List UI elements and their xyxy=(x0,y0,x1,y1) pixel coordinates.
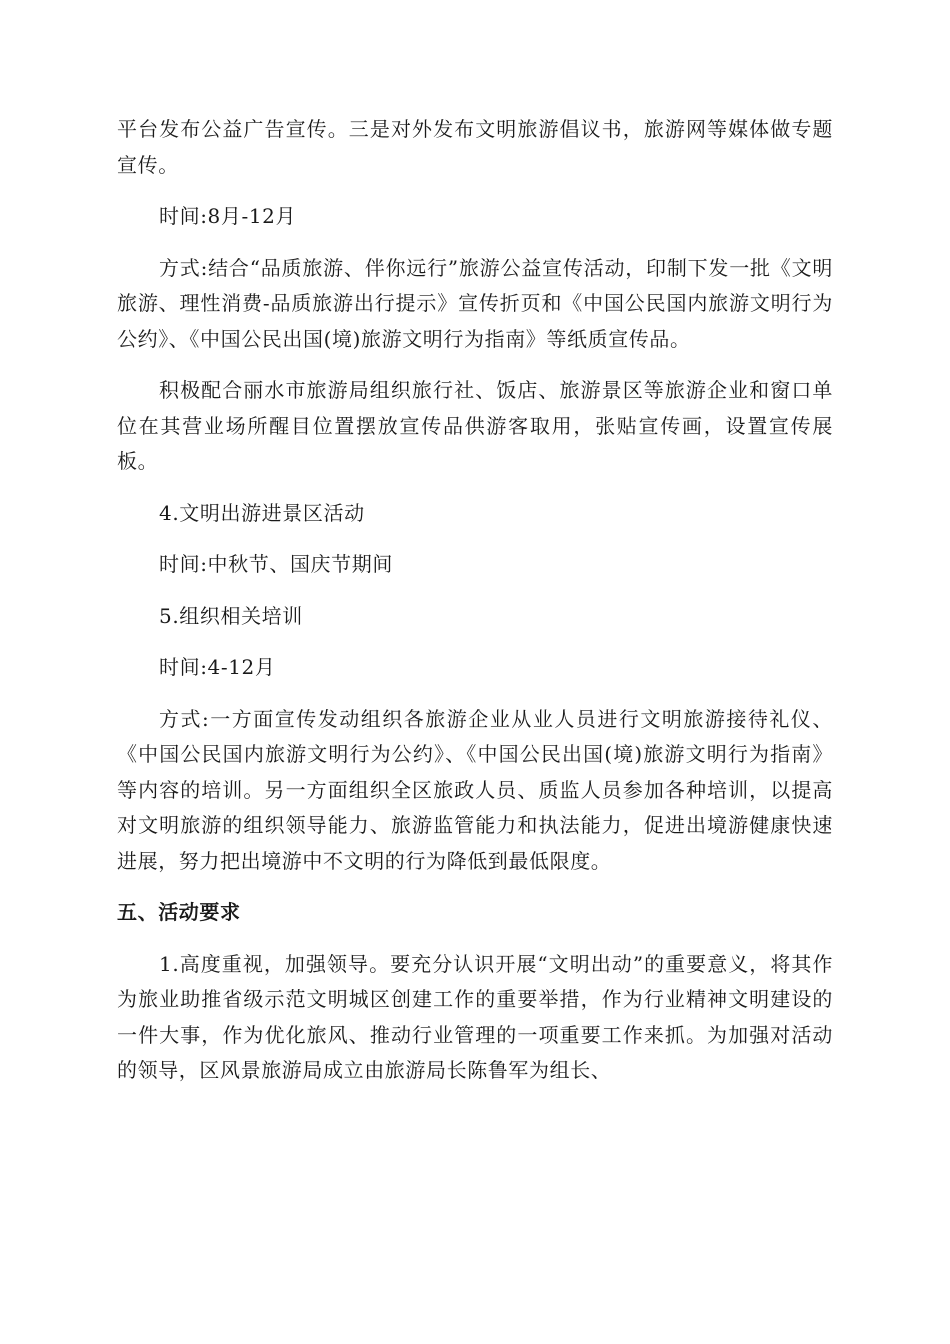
paragraph-time-holidays: 时间:中秋节、国庆节期间 xyxy=(159,552,393,576)
paragraph-item-4: 4.文明出游进景区活动 xyxy=(159,500,365,525)
paragraph-item-5: 5.组织相关培训 xyxy=(159,603,303,628)
paragraph-time-aug-dec: 时间:8月-12月 xyxy=(159,204,297,228)
paragraph-requirement-1: 1.高度重视，加强领导。要充分认识开展“文明出动”的重要意义，将其作为旅业助推省级示范文明城区创建工作的重要举措，作为行业精神文明建设的一件大事，作为优化旅风、推动行业管理的一项重要工作来抓。为加强对活动的领导，区风景旅游局成立由旅游局长陈鲁军为组长、 xyxy=(117,951,833,1082)
document-page xyxy=(117,112,833,1105)
paragraph-publicity-continued: 平台发布公益广告宣传。三是对外发布文明旅游倡议书，旅游网等媒体做专题宣传。 xyxy=(117,117,833,177)
paragraph-method-materials: 方式:结合“品质旅游、伴你远行”旅游公益宣传活动，印制下发一批《文明旅游、理性消费-品质旅游出行提示》宣传折页和《中国公民国内旅游文明行为公约》、《中国公民出国(境)旅游文明行为指南》等纸质宣传品。 xyxy=(117,255,833,351)
section-heading-requirements: 五、活动要求 xyxy=(117,900,241,924)
paragraph-method-training: 方式:一方面宣传发动组织各旅游企业从业人员进行文明旅游接待礼仪、《中国公民国内旅游文明行为公约》、《中国公民出国(境)旅游文明行为指南》等内容的培训。另一方面组织全区旅政人员、质监人员参加各种培训，以提高对文明旅游的组织领导能力、旅游监管能力和执法能力，促进出境游健康快速进展，努力把出境游中不文明的行为降低到最低限度。 xyxy=(117,706,834,873)
paragraph-time-apr-dec: 时间:4-12月 xyxy=(159,655,276,679)
paragraph-cooperation: 积极配合丽水市旅游局组织旅行社、饭店、旅游景区等旅游企业和窗口单位在其营业场所醒目位置摆放宣传品供游客取用，张贴宣传画，设置宣传展板。 xyxy=(117,378,833,473)
